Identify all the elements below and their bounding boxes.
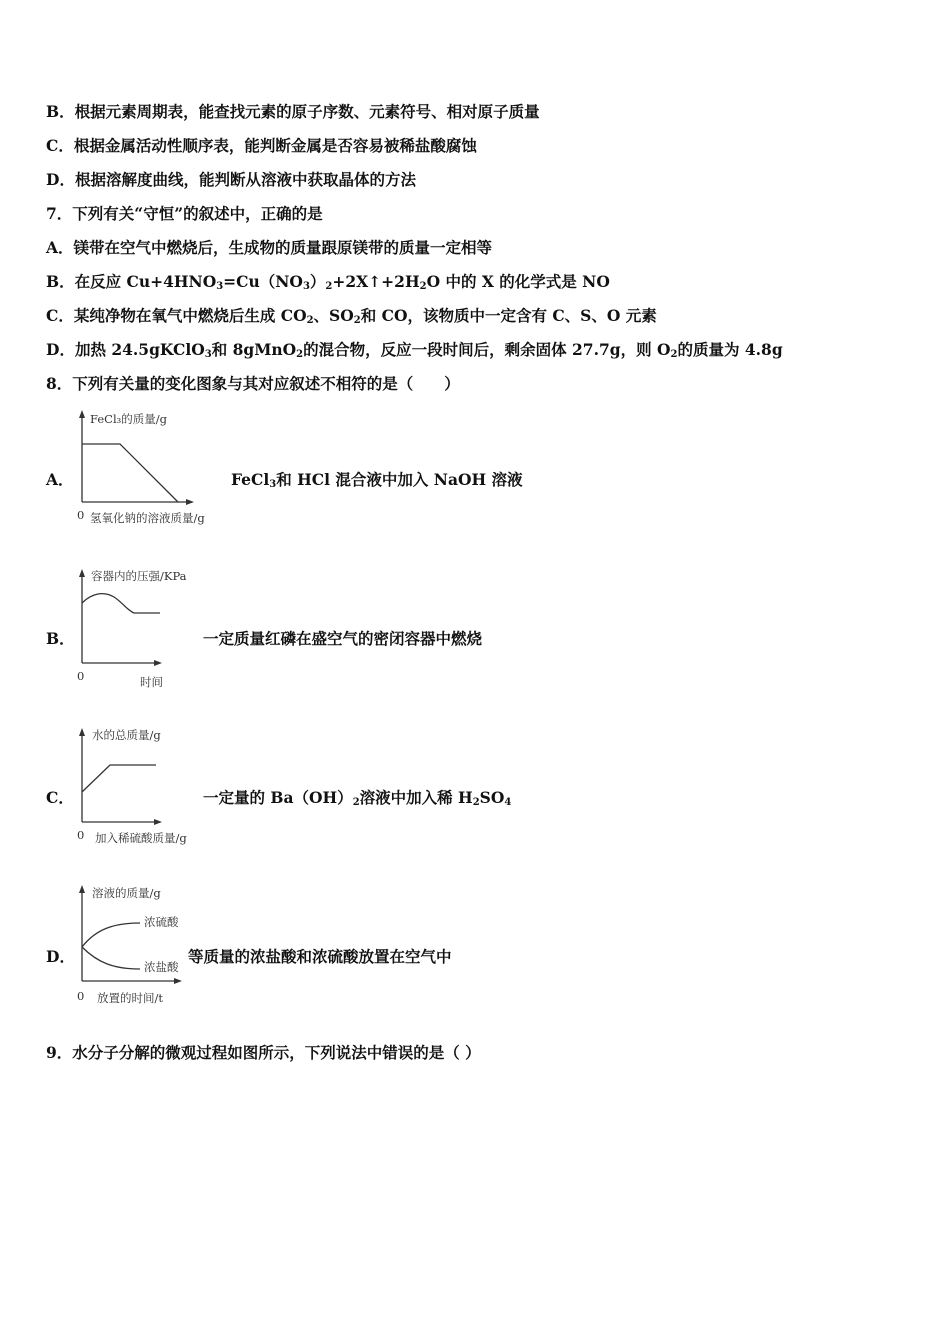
q8-option-a-letter: A． [46, 470, 74, 489]
origin-label: 0 [77, 989, 85, 1003]
q8-option-c-caption [203, 788, 511, 813]
caption-text: 溶液中加入稀 H [359, 788, 473, 807]
x-axis-arrow [154, 660, 162, 666]
x-axis-label: 时间 [140, 675, 163, 689]
q7b-sub: 3 [216, 281, 224, 292]
y-axis-arrow [79, 410, 85, 418]
q7-option-c [46, 306, 657, 331]
q7-option-a: A．镁带在空气中燃烧后，生成物的质量跟原镁带的质量一定相等 [46, 238, 493, 257]
origin-label: 0 [77, 828, 85, 842]
caption-text: 一定量的 Ba（OH） [203, 788, 353, 807]
graph-b [74, 567, 214, 692]
curve-conc-sulfuric-acid [82, 923, 140, 947]
q7d-sub: 2 [670, 349, 678, 360]
label-conc-sulfuric-acid: 浓硫酸 [144, 915, 179, 929]
q7-option-b [46, 272, 610, 297]
graph-c [74, 726, 214, 851]
caption-sub: 2 [472, 797, 480, 808]
option-d-solubility-curve: D．根据溶解度曲线，能判断从溶液中获取晶体的方法 [46, 170, 416, 189]
y-axis-arrow [79, 885, 85, 893]
q7b-text: ） [309, 272, 326, 291]
x-axis-arrow [174, 978, 182, 984]
x-axis-label: 氢氧化钠的溶液质量/g [90, 511, 205, 525]
q8-option-a-caption [231, 470, 523, 495]
q7b-text: =Cu（NO [223, 272, 303, 291]
q7b-sub: 2 [325, 281, 333, 292]
caption-text: FeCl [231, 470, 270, 489]
q7b-text: O 中的 X 的化学式是 NO [426, 272, 610, 291]
q7c-text: C．某纯净物在氧气中燃烧后生成 CO [46, 306, 307, 325]
q7d-sub: 3 [204, 349, 212, 360]
curve-pressure [82, 594, 160, 613]
y-axis-arrow [79, 728, 85, 736]
curve-fecl3 [82, 444, 178, 502]
q8-option-d-letter: D． [46, 947, 75, 966]
label-conc-hydrochloric-acid: 浓盐酸 [144, 960, 179, 974]
q8-option-b-letter: B． [46, 629, 75, 648]
option-c-activity-series: C．根据金属活动性顺序表，能判断金属是否容易被稀盐酸腐蚀 [46, 136, 477, 155]
q7d-sub: 2 [296, 349, 304, 360]
q7c-sub: 2 [353, 315, 361, 326]
y-axis-label: 溶液的质量/g [92, 886, 161, 900]
question-7: 7．下列有关“守恒”的叙述中，正确的是 [46, 204, 323, 223]
q7d-text: 的质量为 4.8g [677, 340, 783, 359]
q7d-text: 的混合物，反应一段时间后，剩余固体 27.7g，则 O [303, 340, 671, 359]
question-8: 8．下列有关量的变化图象与其对应叙述不相符的是（ ） [46, 374, 460, 393]
caption-text: SO [479, 788, 505, 807]
q7c-text: 、SO [313, 306, 354, 325]
caption-sub: 3 [269, 479, 277, 490]
q7d-text: D．加热 24.5gKClO [46, 340, 205, 359]
q7c-text: 和 CO，该物质中一定含有 C、S、O 元素 [360, 306, 657, 325]
x-axis-arrow [186, 499, 194, 505]
y-axis-label: 水的总质量/g [92, 728, 161, 742]
q7-option-d [46, 340, 783, 365]
caption-text: 和 HCl 混合液中加入 NaOH 溶液 [276, 470, 523, 489]
q7d-text: 和 8gMnO [211, 340, 297, 359]
origin-label: 0 [77, 508, 85, 522]
q8-option-d-caption: 等质量的浓盐酸和浓硫酸放置在空气中 [188, 947, 452, 966]
q7c-sub: 2 [306, 315, 314, 326]
caption-sub: 2 [352, 797, 360, 808]
q7b-text: B．在反应 Cu+4HNO [46, 272, 217, 291]
curve-water-mass [82, 765, 156, 792]
y-axis-label: 容器内的压强/KPa [91, 569, 187, 583]
x-axis-label: 放置的时间/t [97, 991, 163, 1005]
origin-label: 0 [77, 669, 85, 683]
x-axis-label: 加入稀硫酸质量/g [95, 831, 187, 845]
x-axis-arrow [154, 819, 162, 825]
question-9: 9．水分子分解的微观过程如图所示，下列说法中错误的是（ ） [46, 1043, 481, 1062]
caption-sub: 4 [504, 797, 512, 808]
q7b-text: +2X↑+2H [332, 272, 420, 291]
q8-option-b-caption: 一定质量红磷在盛空气的密闭容器中燃烧 [203, 629, 483, 648]
graph-a [74, 408, 234, 533]
q7b-sub: 2 [419, 281, 427, 292]
y-axis-arrow [79, 569, 85, 577]
q7b-sub: 3 [302, 281, 310, 292]
y-axis-label: FeCl₃的质量/g [90, 412, 167, 426]
q8-option-c-letter: C． [46, 788, 74, 807]
curve-conc-hydrochloric-acid [82, 947, 140, 969]
option-b-periodic-table: B．根据元素周期表，能查找元素的原子序数、元素符号、相对原子质量 [46, 102, 540, 121]
